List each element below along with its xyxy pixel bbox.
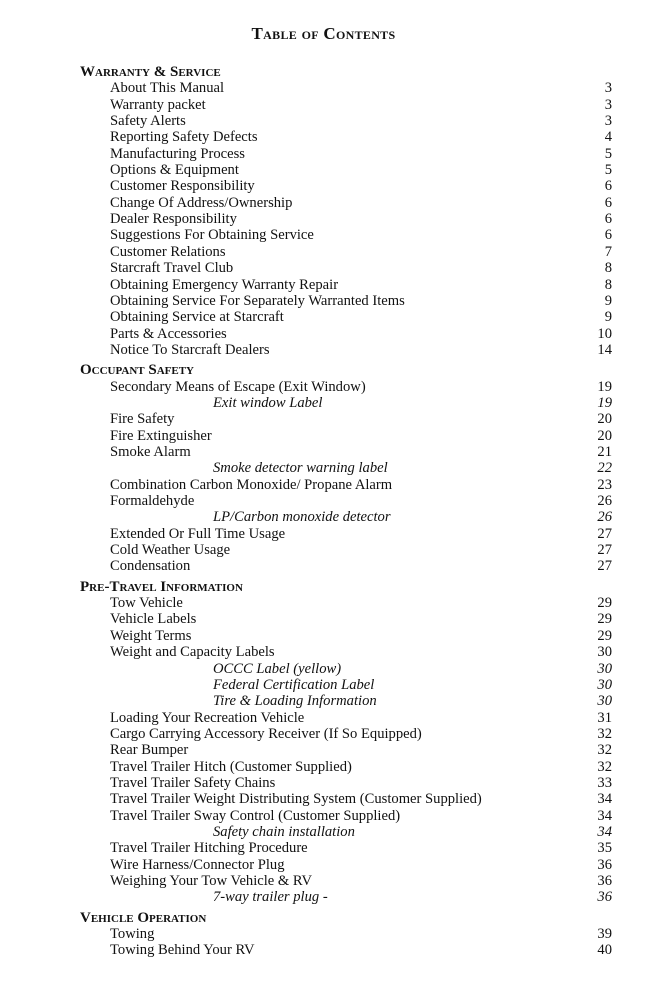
- entry-label: Wire Harness/Connector Plug: [110, 856, 285, 873]
- entry-page-number: 6: [604, 178, 612, 195]
- toc-entry[interactable]: [80, 493, 612, 509]
- entry-page-number: 36: [597, 889, 612, 906]
- entry-page-number: 26: [597, 493, 612, 510]
- toc-entry[interactable]: [80, 342, 612, 358]
- entry-label: Formaldehyde: [110, 493, 195, 510]
- entry-page-number: 27: [597, 525, 612, 542]
- toc-subentry[interactable]: [80, 677, 612, 693]
- entry-page-number: 32: [597, 758, 612, 775]
- entry-page-number: 8: [604, 276, 612, 293]
- entry-page-number: 36: [597, 856, 612, 873]
- toc-entry[interactable]: [80, 942, 612, 958]
- entry-label: Towing: [110, 926, 155, 943]
- entry-label: Travel Trailer Hitching Procedure: [110, 840, 308, 857]
- entry-label: Smoke Alarm: [110, 444, 191, 460]
- entry-page-number: 27: [597, 558, 612, 575]
- toc-entry[interactable]: [80, 379, 612, 395]
- toc-entry[interactable]: [80, 227, 612, 243]
- entry-label: Cold Weather Usage: [110, 542, 231, 559]
- entry-page-number: 10: [597, 325, 612, 342]
- toc-entry[interactable]: [80, 113, 612, 129]
- entry-label: LP/Carbon monoxide detector: [213, 509, 391, 526]
- toc-entry[interactable]: [80, 260, 612, 276]
- toc-entry[interactable]: [80, 80, 612, 96]
- entry-page-number: 9: [604, 309, 612, 326]
- toc-entry[interactable]: [80, 178, 612, 194]
- entry-label: Travel Trailer Safety Chains: [110, 774, 276, 791]
- entry-page-number: 33: [597, 774, 612, 791]
- entry-label: Travel Trailer Weight Distributing System (Customer Supplied): [110, 791, 482, 808]
- entry-page-number: 30: [597, 693, 612, 710]
- entry-label: Manufacturing Process: [110, 145, 245, 162]
- entry-page-number: 30: [597, 644, 612, 661]
- toc-entry[interactable]: [80, 759, 612, 775]
- entry-label: About This Manual: [110, 80, 225, 97]
- entry-label: Obtaining Emergency Warranty Repair: [110, 276, 339, 293]
- section-heading: Pre-Travel Information: [80, 578, 243, 595]
- toc-subentry[interactable]: [80, 889, 612, 905]
- toc-entry[interactable]: [80, 710, 612, 726]
- entry-label: 7-way trailer plug -: [213, 889, 328, 906]
- entry-label: Travel Trailer Hitch (Customer Supplied): [110, 758, 352, 775]
- entry-label: Loading Your Recreation Vehicle: [110, 709, 305, 726]
- toc-entry[interactable]: [80, 791, 612, 807]
- entry-page-number: 34: [597, 807, 612, 824]
- entry-page-number: 40: [597, 942, 612, 959]
- entry-page-number: 30: [597, 676, 612, 693]
- toc-entry[interactable]: [80, 293, 612, 309]
- entry-page-number: 23: [597, 476, 612, 493]
- toc-entry[interactable]: [80, 428, 612, 444]
- entry-page-number: 4: [604, 129, 612, 146]
- toc-subentry[interactable]: [80, 824, 612, 840]
- toc-entry[interactable]: [80, 146, 612, 162]
- toc-entry[interactable]: [80, 558, 612, 574]
- entry-label: Extended Or Full Time Usage: [110, 525, 286, 542]
- toc-entry[interactable]: [80, 726, 612, 742]
- entry-label: Exit window Label: [213, 394, 323, 411]
- entry-label: Weight and Capacity Labels: [110, 644, 275, 661]
- entry-label: Reporting Safety Defects: [110, 129, 258, 146]
- entry-label: Dealer Responsibility: [110, 211, 237, 228]
- entry-page-number: 32: [597, 742, 612, 759]
- entry-page-number: 7: [604, 243, 612, 260]
- entry-label: Fire Safety: [110, 411, 175, 428]
- entry-page-number: 32: [597, 725, 612, 742]
- entry-page-number: 6: [604, 227, 612, 244]
- toc-subentry[interactable]: [80, 661, 612, 677]
- entry-label: Travel Trailer Sway Control (Customer Supplied): [110, 807, 401, 824]
- entry-page-number: 20: [597, 411, 612, 428]
- entry-page-number: 14: [597, 341, 612, 358]
- entry-label: Change Of Address/Ownership: [110, 194, 293, 211]
- section-heading: Warranty & Service: [80, 64, 221, 80]
- entry-label: Smoke detector warning label: [213, 460, 388, 477]
- entry-label: Customer Relations: [110, 243, 226, 260]
- entry-page-number: 29: [597, 595, 612, 612]
- entry-label: Options & Equipment: [110, 162, 239, 179]
- entry-label: Tire & Loading Information: [213, 693, 377, 710]
- entry-page-number: 35: [597, 840, 612, 857]
- entry-label: Customer Responsibility: [110, 178, 255, 195]
- entry-page-number: 36: [597, 872, 612, 889]
- entry-page-number: 19: [597, 378, 612, 395]
- entry-label: Fire Extinguisher: [110, 427, 212, 444]
- page-title: Table of Contents: [251, 24, 396, 43]
- toc-entry[interactable]: [80, 244, 612, 260]
- table-of-contents: [80, 64, 612, 959]
- entry-page-number: 9: [604, 292, 612, 309]
- toc-entry[interactable]: [80, 611, 612, 627]
- entry-label: Weighing Your Tow Vehicle & RV: [110, 872, 313, 889]
- toc-entry[interactable]: [80, 309, 612, 325]
- entry-label: Weight Terms: [110, 627, 192, 644]
- entry-page-number: 29: [597, 611, 612, 628]
- toc-entry[interactable]: [80, 742, 612, 758]
- entry-label: Rear Bumper: [110, 742, 189, 759]
- entry-label: Tow Vehicle: [110, 595, 183, 612]
- entry-label: Condensation: [110, 558, 191, 575]
- toc-entry[interactable]: [80, 277, 612, 293]
- entry-page-number: 30: [597, 660, 612, 677]
- toc-entry[interactable]: [80, 840, 612, 856]
- entry-label: Suggestions For Obtaining Service: [110, 227, 314, 244]
- entry-page-number: 8: [604, 260, 612, 277]
- toc-entry[interactable]: [80, 411, 612, 427]
- entry-page-number: 3: [604, 80, 612, 97]
- entry-label: Safety Alerts: [110, 113, 186, 130]
- toc-subentry[interactable]: [80, 693, 612, 709]
- entry-label: Secondary Means of Escape (Exit Window): [110, 378, 366, 395]
- toc-entry[interactable]: [80, 211, 612, 227]
- entry-label: Combination Carbon Monoxide/ Propane Alarm: [110, 476, 393, 493]
- toc-entry[interactable]: [80, 595, 612, 611]
- entry-label: Notice To Starcraft Dealers: [110, 341, 270, 358]
- entry-page-number: 34: [597, 791, 612, 808]
- entry-page-number: 20: [597, 427, 612, 444]
- section-heading: Occupant Safety: [80, 362, 194, 379]
- toc-entry[interactable]: [80, 97, 612, 113]
- entry-label: OCCC Label (yellow): [213, 660, 342, 677]
- toc-entry[interactable]: [80, 644, 612, 660]
- entry-label: Obtaining Service For Separately Warranted Items: [110, 292, 405, 309]
- toc-entry[interactable]: [80, 477, 612, 493]
- entry-page-number: 6: [604, 211, 612, 228]
- entry-page-number: 29: [597, 627, 612, 644]
- toc-entry[interactable]: [80, 926, 612, 942]
- entry-page-number: 39: [597, 926, 612, 943]
- toc-entry[interactable]: [80, 775, 612, 791]
- entry-page-number: 31: [597, 709, 612, 726]
- entry-page-number: 22: [597, 460, 612, 477]
- toc-entry[interactable]: [80, 162, 612, 178]
- toc-entry[interactable]: [80, 129, 612, 145]
- toc-entry[interactable]: [80, 873, 612, 889]
- entry-page-number: 21: [597, 444, 612, 460]
- entry-label: Cargo Carrying Accessory Receiver (If So Equipped): [110, 725, 422, 742]
- entry-page-number: 26: [597, 509, 612, 526]
- entry-label: Warranty packet: [110, 96, 206, 113]
- entry-page-number: 5: [604, 162, 612, 179]
- toc-subentry[interactable]: [80, 509, 612, 525]
- toc-entry[interactable]: [80, 542, 612, 558]
- entry-label: Vehicle Labels: [110, 611, 197, 628]
- entry-page-number: 3: [604, 96, 612, 113]
- toc-entry[interactable]: [80, 808, 612, 824]
- entry-page-number: 3: [604, 113, 612, 130]
- entry-label: Parts & Accessories: [110, 325, 227, 342]
- entry-label: Obtaining Service at Starcraft: [110, 309, 284, 326]
- entry-page-number: 27: [597, 542, 612, 559]
- toc-entry[interactable]: [80, 444, 612, 460]
- toc-subentry[interactable]: [80, 460, 612, 476]
- entry-label: Starcraft Travel Club: [110, 260, 234, 277]
- toc-entry[interactable]: [80, 195, 612, 211]
- entry-label: Federal Certification Label: [213, 676, 375, 693]
- entry-label: Safety chain installation: [213, 823, 355, 840]
- toc-subentry[interactable]: [80, 395, 612, 411]
- toc-entry[interactable]: [80, 526, 612, 542]
- toc-entry[interactable]: [80, 857, 612, 873]
- section-heading: Vehicle Operation: [80, 909, 207, 926]
- entry-page-number: 5: [604, 145, 612, 162]
- entry-label: Towing Behind Your RV: [110, 942, 255, 959]
- entry-page-number: 19: [597, 394, 612, 411]
- entry-page-number: 34: [597, 823, 612, 840]
- toc-entry[interactable]: [80, 628, 612, 644]
- toc-entry[interactable]: [80, 326, 612, 342]
- entry-page-number: 6: [604, 194, 612, 211]
